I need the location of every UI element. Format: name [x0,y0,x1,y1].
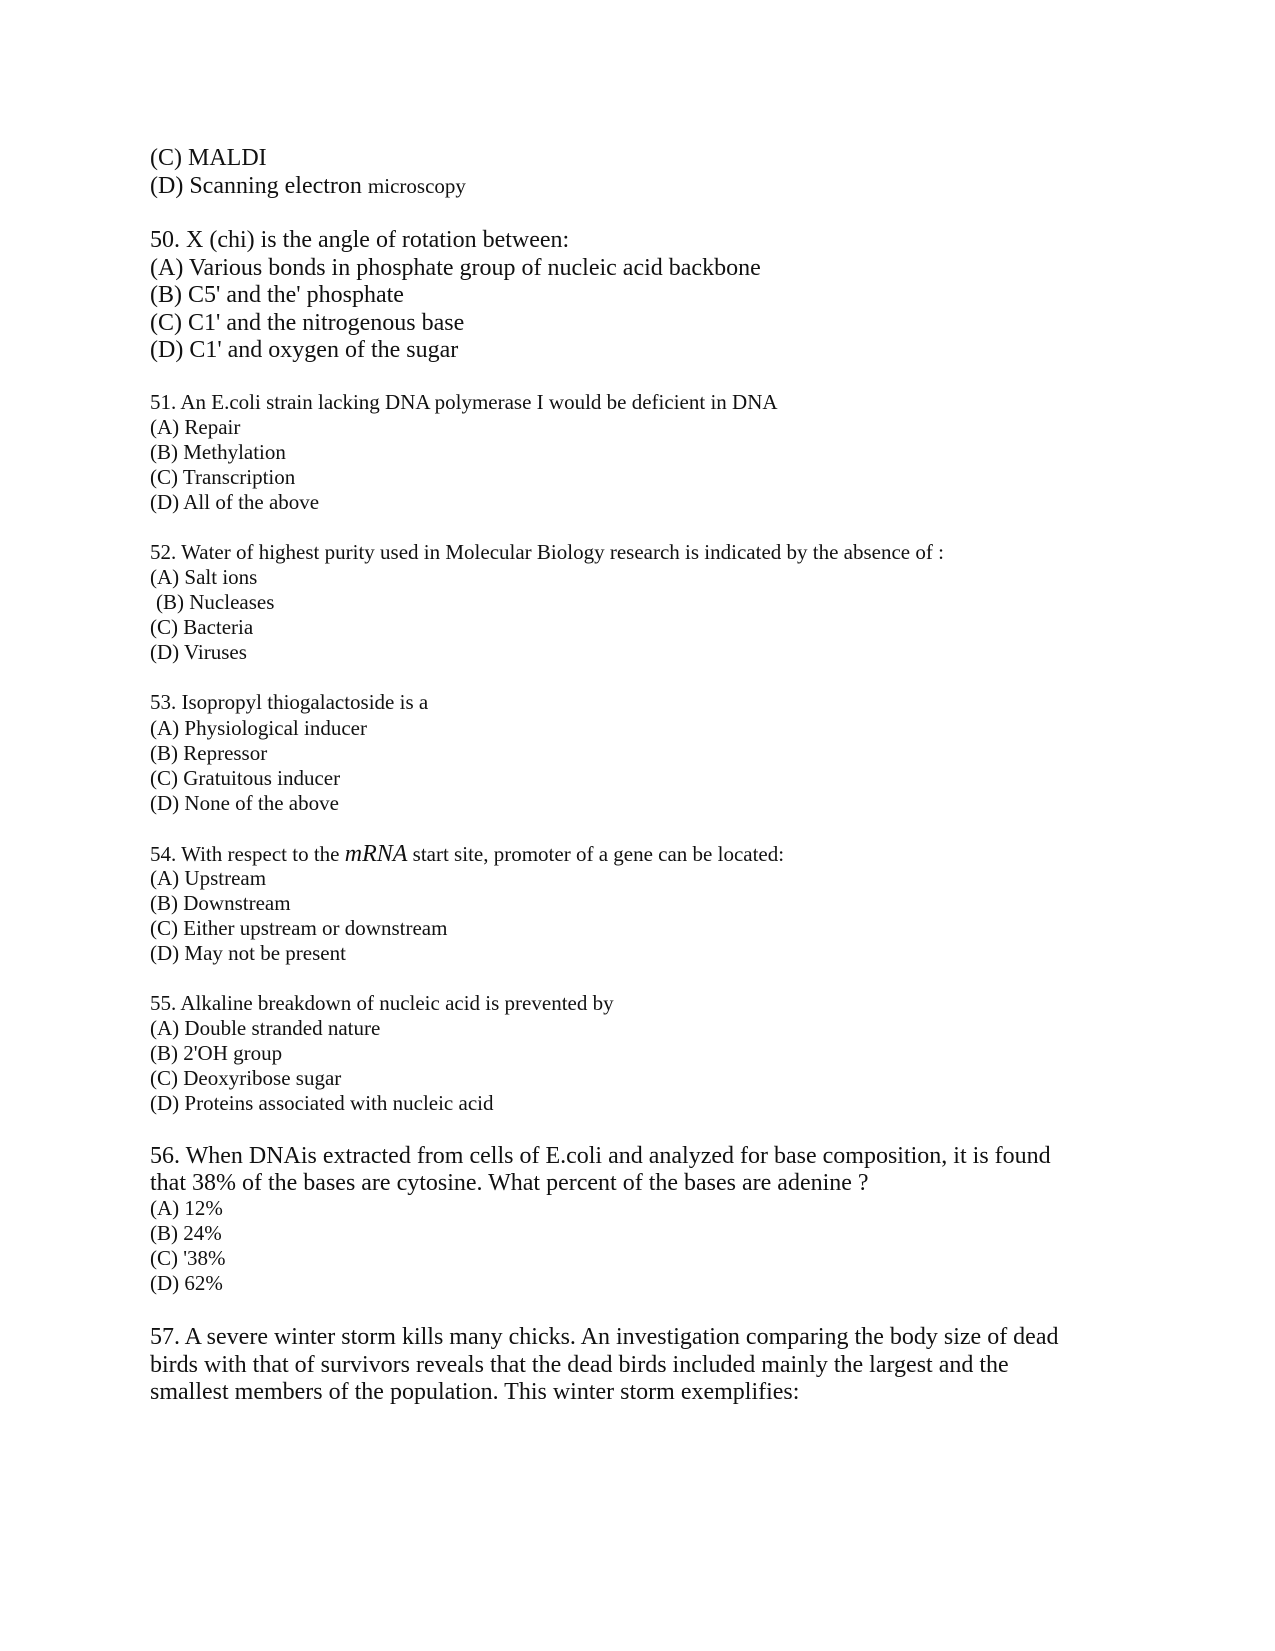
q56-option-d: (D) 62% [150,1271,223,1295]
q49-option-d-suffix: microscopy [367,174,466,198]
q49-option-d [150,174,466,198]
q52-option-a: (A) Salt ions [150,565,258,589]
q57-question-line-3: smallest members of the population. This winter storm exemplifies: [150,1379,800,1405]
q50-question: 50. X (chi) is the angle of rotation between: [150,227,570,253]
q52-option-b: (B) Nucleases [156,590,275,614]
q56-option-a: (A) 12% [150,1196,223,1220]
q55-question: 55. Alkaline breakdown of nucleic acid is prevented by [150,991,614,1015]
q54-option-a: (A) Upstream [150,866,267,890]
q56-option-c: (C) '38% [150,1246,226,1270]
q54-question [150,842,784,866]
q50-option-d: (D) C1' and oxygen of the sugar [150,337,459,363]
q54-option-d: (D) May not be present [150,941,346,965]
q55-option-d: (D) Proteins associated with nucleic acid [150,1091,494,1115]
q49-option-d-prefix: (D) Scanning electron [150,173,368,199]
q54-question-prefix: 54. With respect to the [150,842,345,866]
q53-question: 53. Isopropyl thiogalactoside is a [150,690,429,714]
q55-option-a: (A) Double stranded nature [150,1016,381,1040]
q52-question: 52. Water of highest purity used in Molecular Biology research is indicated by the absence of : [150,540,944,564]
q52-option-c: (C) Bacteria [150,615,254,639]
q50-option-c: (C) C1' and the nitrogenous base [150,310,465,336]
q51-option-c: (C) Transcription [150,465,296,489]
q50-option-b: (B) C5' and the' phosphate [150,282,404,308]
q53-option-d: (D) None of the above [150,791,339,815]
q53-option-c: (C) Gratuitous inducer [150,766,341,790]
q53-option-a: (A) Physiological inducer [150,716,367,740]
q53-option-b: (B) Repressor [150,741,268,765]
q51-option-d: (D) All of the above [150,490,320,514]
q56-question-line-1: 56. When DNAis extracted from cells of E.coli and analyzed for base composition, it is found [150,1143,1051,1169]
q55-option-c: (C) Deoxyribose sugar [150,1066,342,1090]
q52-option-d: (D) Viruses [150,640,247,664]
q54-question-suffix: start site, promoter of a gene can be located: [407,842,785,866]
q54-question-italic: mRNA [344,841,408,867]
q55-option-b: (B) 2'OH group [150,1041,283,1065]
q51-option-b: (B) Methylation [150,440,286,464]
q54-option-b: (B) Downstream [150,891,291,915]
q51-question: 51. An E.coli strain lacking DNA polymerase I would be deficient in DNA [150,390,778,414]
q56-option-b: (B) 24% [150,1221,222,1245]
q56-question-line-2: that 38% of the bases are cytosine. What percent of the bases are adenine ? [150,1170,869,1196]
q49-option-c: (C) MALDI [150,145,267,171]
q57-question-line-2: birds with that of survivors reveals that the dead birds included mainly the largest and the [150,1352,1009,1378]
q51-option-a: (A) Repair [150,415,241,439]
q57-question-line-1: 57. A severe winter storm kills many chicks. An investigation comparing the body size of dead [150,1324,1059,1350]
q54-option-c: (C) Either upstream or downstream [150,916,448,940]
q50-option-a: (A) Various bonds in phosphate group of nucleic acid backbone [150,255,761,281]
